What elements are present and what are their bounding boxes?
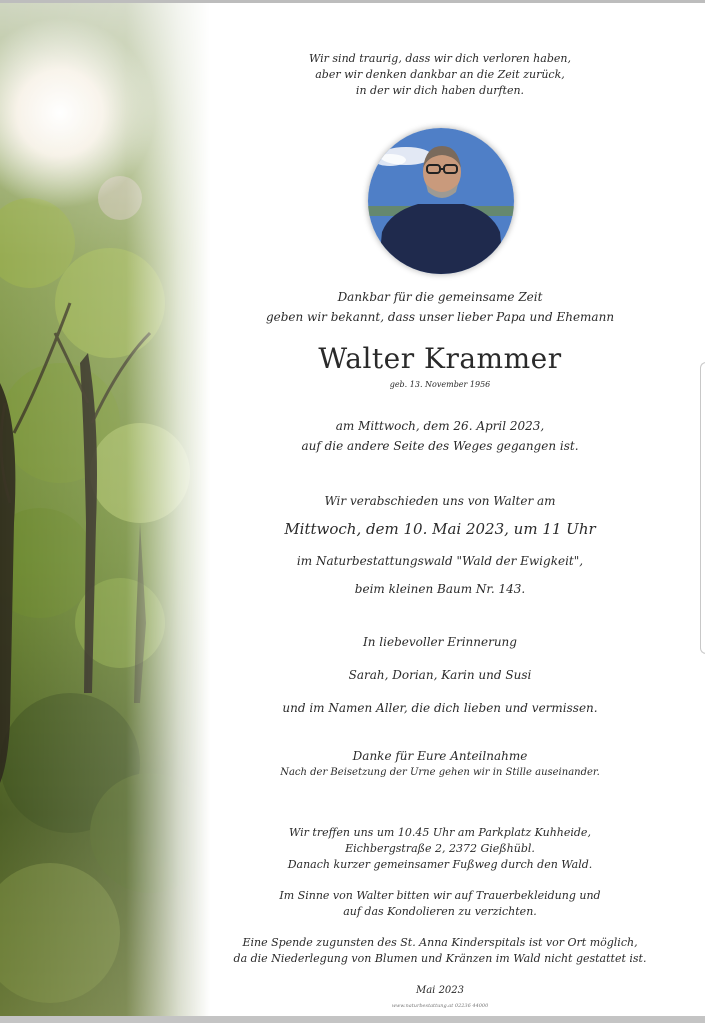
intro-line-1: Dankbar für die gemeinsame Zeit bbox=[337, 290, 543, 304]
burial-note: Nach der Beisetzung der Urne gehen wir in Stille auseinander. bbox=[280, 767, 600, 778]
poem-line-1: Wir sind traurig, dass wir dich verloren haben, bbox=[309, 52, 571, 65]
farewell-tree: beim kleinen Baum Nr. 143. bbox=[354, 582, 526, 596]
death-line-1: am Mittwoch, dem 26. April 2023, bbox=[335, 419, 545, 433]
poem-line-2: aber wir denken dankbar an die Zeit zurück, bbox=[315, 68, 565, 81]
intro-line-2: geben wir bekannt, dass unser lieber Papa und Ehemann bbox=[265, 310, 615, 324]
meeting-line-3: Danach kurzer gemeinsamer Fußweg durch den Wald. bbox=[287, 858, 593, 871]
farewell-date: Mittwoch, dem 10. Mai 2023, um 11 Uhr bbox=[284, 520, 596, 538]
poem-line-3: in der wir dich haben durften. bbox=[355, 84, 525, 97]
death-line-2: auf die andere Seite des Weges gegangen ist. bbox=[301, 439, 579, 453]
request-line-1: Im Sinne von Walter bitten wir auf Trauerbekleidung und bbox=[279, 889, 601, 902]
farewell-intro: Wir verabschieden uns von Walter am bbox=[324, 494, 556, 508]
meeting-line-2: Eichbergstraße 2, 2372 Gießhübl. bbox=[345, 842, 535, 855]
portrait-photo bbox=[367, 127, 515, 275]
donation-line-2: da die Niederlegung von Blumen und Kränzen im Wald nicht gestattet ist. bbox=[233, 952, 647, 965]
portrait-illustration bbox=[368, 128, 514, 274]
side-scroll-handle[interactable] bbox=[700, 362, 705, 654]
thanks-line: Danke für Eure Anteilnahme bbox=[352, 749, 528, 763]
request-line-2: auf das Kondolieren zu verzichten. bbox=[343, 905, 537, 918]
mourners-all: und im Namen Aller, die dich lieben und vermissen. bbox=[282, 701, 598, 715]
donation-line-1: Eine Spende zugunsten des St. Anna Kinderspitals ist vor Ort möglich, bbox=[242, 936, 638, 949]
birth-date: geb. 13. November 1956 bbox=[389, 380, 491, 389]
bottom-border bbox=[0, 1016, 705, 1023]
meeting-line-1: Wir treffen uns um 10.45 Uhr am Parkplatz Kuhheide, bbox=[289, 826, 591, 839]
footer-imprint: www.naturbestattung.at 02236 44000 bbox=[391, 1003, 489, 1009]
farewell-place: im Naturbestattungswald "Wald der Ewigkeit", bbox=[296, 554, 584, 568]
forest-image bbox=[0, 3, 210, 1016]
footer-date: Mai 2023 bbox=[415, 985, 465, 996]
mourner-names: Sarah, Dorian, Karin und Susi bbox=[348, 668, 532, 682]
deceased-name: Walter Krammer bbox=[318, 342, 562, 375]
remembrance-heading: In liebevoller Erinnerung bbox=[363, 635, 517, 649]
